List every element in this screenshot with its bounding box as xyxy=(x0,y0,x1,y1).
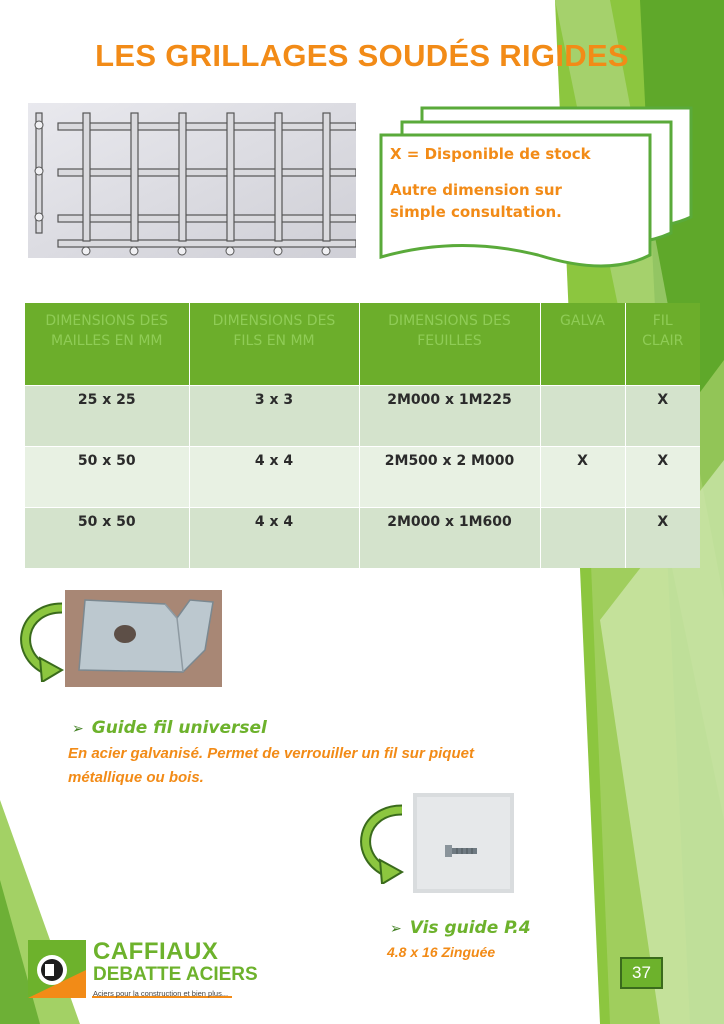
cell-fils: 4 x 4 xyxy=(189,508,359,569)
cell-feuilles: 2M000 x 1M600 xyxy=(359,508,540,569)
note-line-stock: X = Disponible de stock xyxy=(390,145,591,163)
vis-guide-description: 4.8 x 16 Zinguée xyxy=(387,944,496,960)
guide-fil-heading xyxy=(72,718,267,738)
cell-fil-clair: X xyxy=(625,386,700,447)
table-row xyxy=(25,447,700,508)
header-fil-clair: FIL CLAIR xyxy=(625,303,700,386)
arrow-bullet-icon: ➢ xyxy=(390,921,402,937)
guide-fil-desc-line1: En acier galvanisé. Permet de verrouiller un fil sur piquet xyxy=(68,745,474,762)
cell-galva xyxy=(540,386,625,447)
page-title: LES GRILLAGES SOUDÉS RIGIDES xyxy=(95,38,629,73)
guide-fil-image xyxy=(65,590,222,687)
cell-fil-clair: X xyxy=(625,447,700,508)
logo-tagline: Aciers pour la construction et bien plus... xyxy=(93,989,229,998)
logo-line1: CAFFIAUX xyxy=(93,938,219,965)
vis-guide-name: Vis guide P.4 xyxy=(409,918,531,938)
cell-feuilles: 2M500 x 2 M000 xyxy=(359,447,540,508)
cell-galva: X xyxy=(540,447,625,508)
vis-guide-image xyxy=(413,793,514,893)
cell-fil-clair: X xyxy=(625,508,700,569)
arrow-bullet-icon: ➢ xyxy=(72,721,84,737)
curved-arrow-icon xyxy=(12,598,70,682)
note-line-consultation: simple consultation. xyxy=(390,203,562,221)
page-number: 37 xyxy=(620,957,663,989)
cell-galva xyxy=(540,508,625,569)
table-row xyxy=(25,508,700,569)
welded-mesh-image xyxy=(28,103,356,258)
guide-fil-description xyxy=(68,742,474,790)
cell-fils: 4 x 4 xyxy=(189,447,359,508)
table-header-row xyxy=(25,303,700,386)
header-mailles: DIMENSIONS DES MAILLES EN MM xyxy=(25,303,189,386)
note-line-dimension: Autre dimension sur xyxy=(390,181,562,199)
guide-fil-desc-line2: métallique ou bois. xyxy=(68,769,204,786)
cell-mailles: 50 x 50 xyxy=(25,447,189,508)
vis-guide-heading xyxy=(390,918,531,938)
cell-fils: 3 x 3 xyxy=(189,386,359,447)
cell-feuilles: 2M000 x 1M225 xyxy=(359,386,540,447)
cell-mailles: 25 x 25 xyxy=(25,386,189,447)
dimensions-table xyxy=(25,303,700,568)
header-fils: DIMENSIONS DES FILS EN MM xyxy=(189,303,359,386)
cell-mailles: 50 x 50 xyxy=(25,508,189,569)
curved-arrow-icon xyxy=(352,800,410,884)
header-galva: GALVA xyxy=(540,303,625,386)
logo-line2: DEBATTE ACIERS xyxy=(93,964,258,985)
stock-note-text xyxy=(390,143,650,223)
table-row xyxy=(25,386,700,447)
header-feuilles: DIMENSIONS DES FEUILLES xyxy=(359,303,540,386)
guide-fil-name: Guide fil universel xyxy=(91,718,267,738)
